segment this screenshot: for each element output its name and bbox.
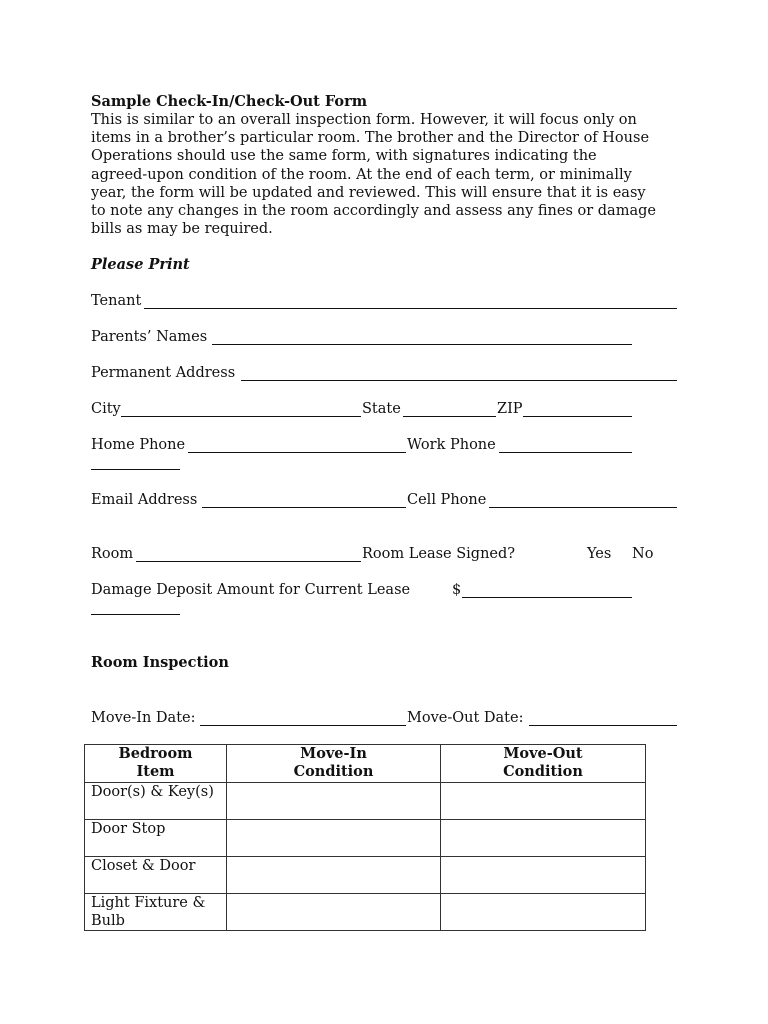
table-row	[85, 894, 646, 931]
zip-label: ZIP	[497, 401, 523, 417]
please-print-heading: Please Print	[91, 256, 190, 273]
move-out-condition-cell[interactable]	[441, 820, 646, 857]
column-header-bedroom-item: Bedroom Item	[85, 745, 227, 783]
move-in-date-label: Move-In Date:	[91, 710, 196, 726]
move-out-condition-cell[interactable]	[441, 783, 646, 820]
move-out-condition-cell[interactable]	[441, 894, 646, 931]
table-row	[85, 820, 646, 857]
room-label: Room	[91, 546, 134, 562]
damage-deposit-field-continued[interactable]	[91, 614, 180, 615]
move-out-date-label: Move-Out Date:	[407, 710, 524, 726]
table-row	[85, 783, 646, 820]
state-label: State	[362, 401, 401, 417]
lease-signed-yes-option[interactable]: Yes	[587, 546, 612, 562]
move-out-date-field[interactable]	[529, 725, 677, 726]
intro-line: to note any changes in the room accordingly and assess any fines or damage	[91, 203, 656, 220]
intro-line: Operations should use the same form, with signatures indicating the	[91, 148, 597, 165]
table-header-row	[85, 745, 646, 783]
column-header-move-in-condition: Move-In Condition	[227, 745, 441, 783]
cell-phone-label: Cell Phone	[407, 492, 487, 508]
city-label: City	[91, 401, 121, 417]
intro-line: items in a brother’s particular room. The brother and the Director of House	[91, 130, 650, 147]
dollar-sign: $	[452, 582, 462, 598]
intro-paragraph	[91, 111, 691, 238]
item-cell: Light Fixture & Bulb	[85, 894, 227, 931]
lease-signed-no-option[interactable]: No	[632, 546, 654, 562]
work-phone-label: Work Phone	[407, 437, 496, 453]
zip-field[interactable]	[523, 416, 632, 417]
work-phone-field[interactable]	[499, 452, 632, 453]
parents-names-label: Parents’ Names	[91, 329, 208, 345]
city-field[interactable]	[121, 416, 361, 417]
item-cell: Door Stop	[85, 820, 227, 857]
move-in-date-field[interactable]	[200, 725, 406, 726]
table-row	[85, 857, 646, 894]
intro-line: year, the form will be updated and reviewed. This will ensure that it is easy	[91, 184, 646, 201]
room-inspection-heading: Room Inspection	[91, 654, 229, 671]
tenant-label: Tenant	[91, 293, 142, 309]
item-cell: Closet & Door	[85, 857, 227, 894]
inspection-table	[84, 744, 646, 931]
move-in-condition-cell[interactable]	[227, 783, 441, 820]
email-address-label: Email Address	[91, 492, 198, 508]
item-cell: Door(s) & Key(s)	[85, 783, 227, 820]
email-address-field[interactable]	[202, 507, 406, 508]
home-phone-label: Home Phone	[91, 437, 186, 453]
move-in-condition-cell[interactable]	[227, 820, 441, 857]
intro-line: agreed-upon condition of the room. At the end of each term, or minimally	[91, 166, 632, 183]
work-phone-field-continued[interactable]	[91, 469, 180, 470]
tenant-field[interactable]	[144, 308, 677, 309]
move-in-condition-cell[interactable]	[227, 894, 441, 931]
intro-line: bills as may be required.	[91, 221, 273, 238]
room-field[interactable]	[136, 561, 361, 562]
intro-line: This is similar to an overall inspection form. However, it will focus only on	[91, 112, 637, 128]
parents-names-field[interactable]	[212, 344, 632, 345]
room-lease-signed-label: Room Lease Signed?	[362, 546, 516, 562]
damage-deposit-field[interactable]	[462, 597, 632, 598]
permanent-address-label: Permanent Address	[91, 365, 236, 381]
move-out-condition-cell[interactable]	[441, 857, 646, 894]
home-phone-field[interactable]	[188, 452, 406, 453]
state-field[interactable]	[403, 416, 496, 417]
form-title: Sample Check-In/Check-Out Form	[91, 93, 368, 110]
permanent-address-field[interactable]	[241, 380, 677, 381]
damage-deposit-label: Damage Deposit Amount for Current Lease	[91, 582, 411, 598]
column-header-move-out-condition: Move-Out Condition	[441, 745, 646, 783]
cell-phone-field[interactable]	[489, 507, 677, 508]
move-in-condition-cell[interactable]	[227, 857, 441, 894]
